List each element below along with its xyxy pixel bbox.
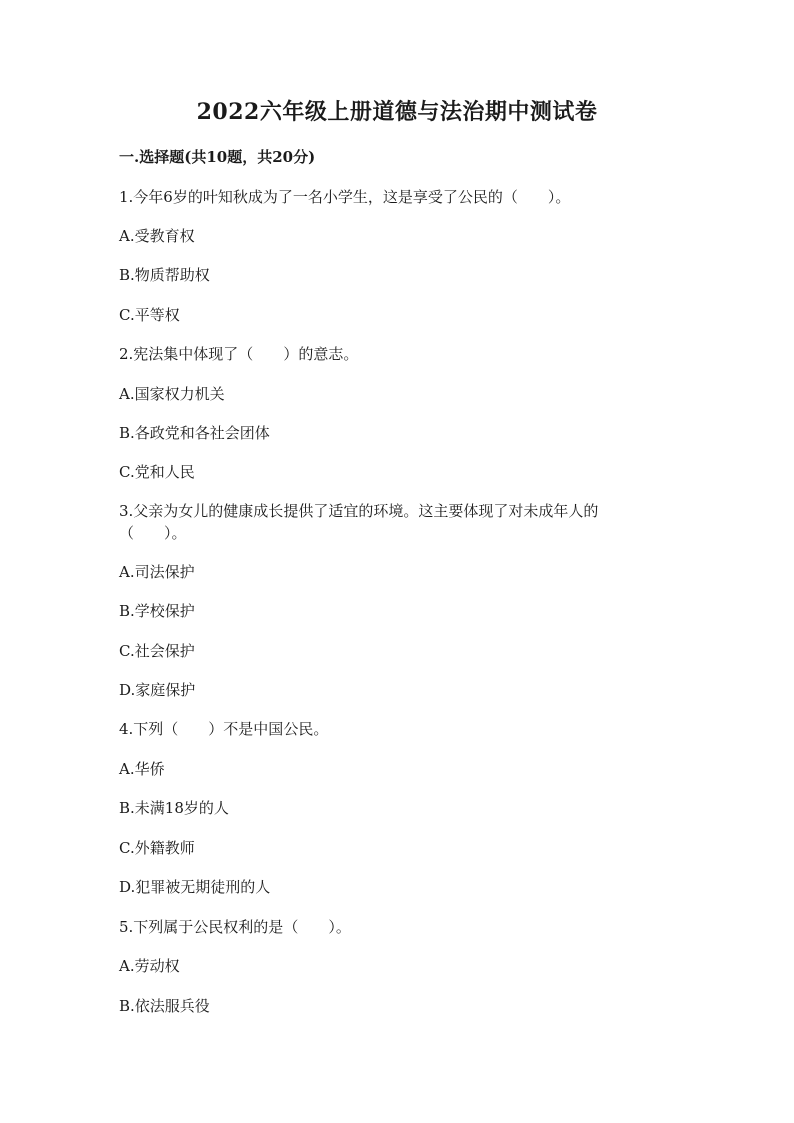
question-3-option-b: B.学校保护 [119,602,195,620]
page-title: 2022六年级上册道德与法治期中测试卷 [196,99,598,125]
question-4-option-d: D.犯罪被无期徒刑的人 [119,878,271,896]
question-1-option-b: B.物质帮助权 [119,266,210,284]
question-2-option-c: C.党和人民 [119,463,195,481]
question-4-option-c: C.外籍教师 [119,839,195,857]
question-5-stem: 5.下列属于公民权利的是（ ）。 [119,918,351,936]
question-3-option-a: A.司法保护 [119,563,195,581]
question-4-stem: 4.下列（ ）不是中国公民。 [119,720,329,738]
question-1-option-a: A.受教育权 [119,227,195,245]
question-1-stem: 1.今年6岁的叶知秋成为了一名小学生，这是享受了公民的（ ）。 [119,188,571,206]
question-1-option-c: C.平等权 [119,306,180,324]
question-3-option-d: D.家庭保护 [119,681,196,699]
question-3-option-c: C.社会保护 [119,642,195,660]
question-4-option-a: A.华侨 [119,760,165,778]
question-3-stem: 3.父亲为女儿的健康成长提供了适宜的环境。这主要体现了对未成年人的（ ）。 [119,502,599,542]
question-2-option-b: B.各政党和各社会团体 [119,424,270,442]
question-2-option-a: A.国家权力机关 [119,385,225,403]
question-2-stem: 2.宪法集中体现了（ ）的意志。 [119,345,359,363]
question-5-option-a: A.劳动权 [119,957,180,975]
section-heading: 一.选择题(共10题，共20分) [119,148,316,166]
question-5-option-b: B.依法服兵役 [119,997,210,1015]
question-4-option-b: B.未满18岁的人 [119,799,229,817]
